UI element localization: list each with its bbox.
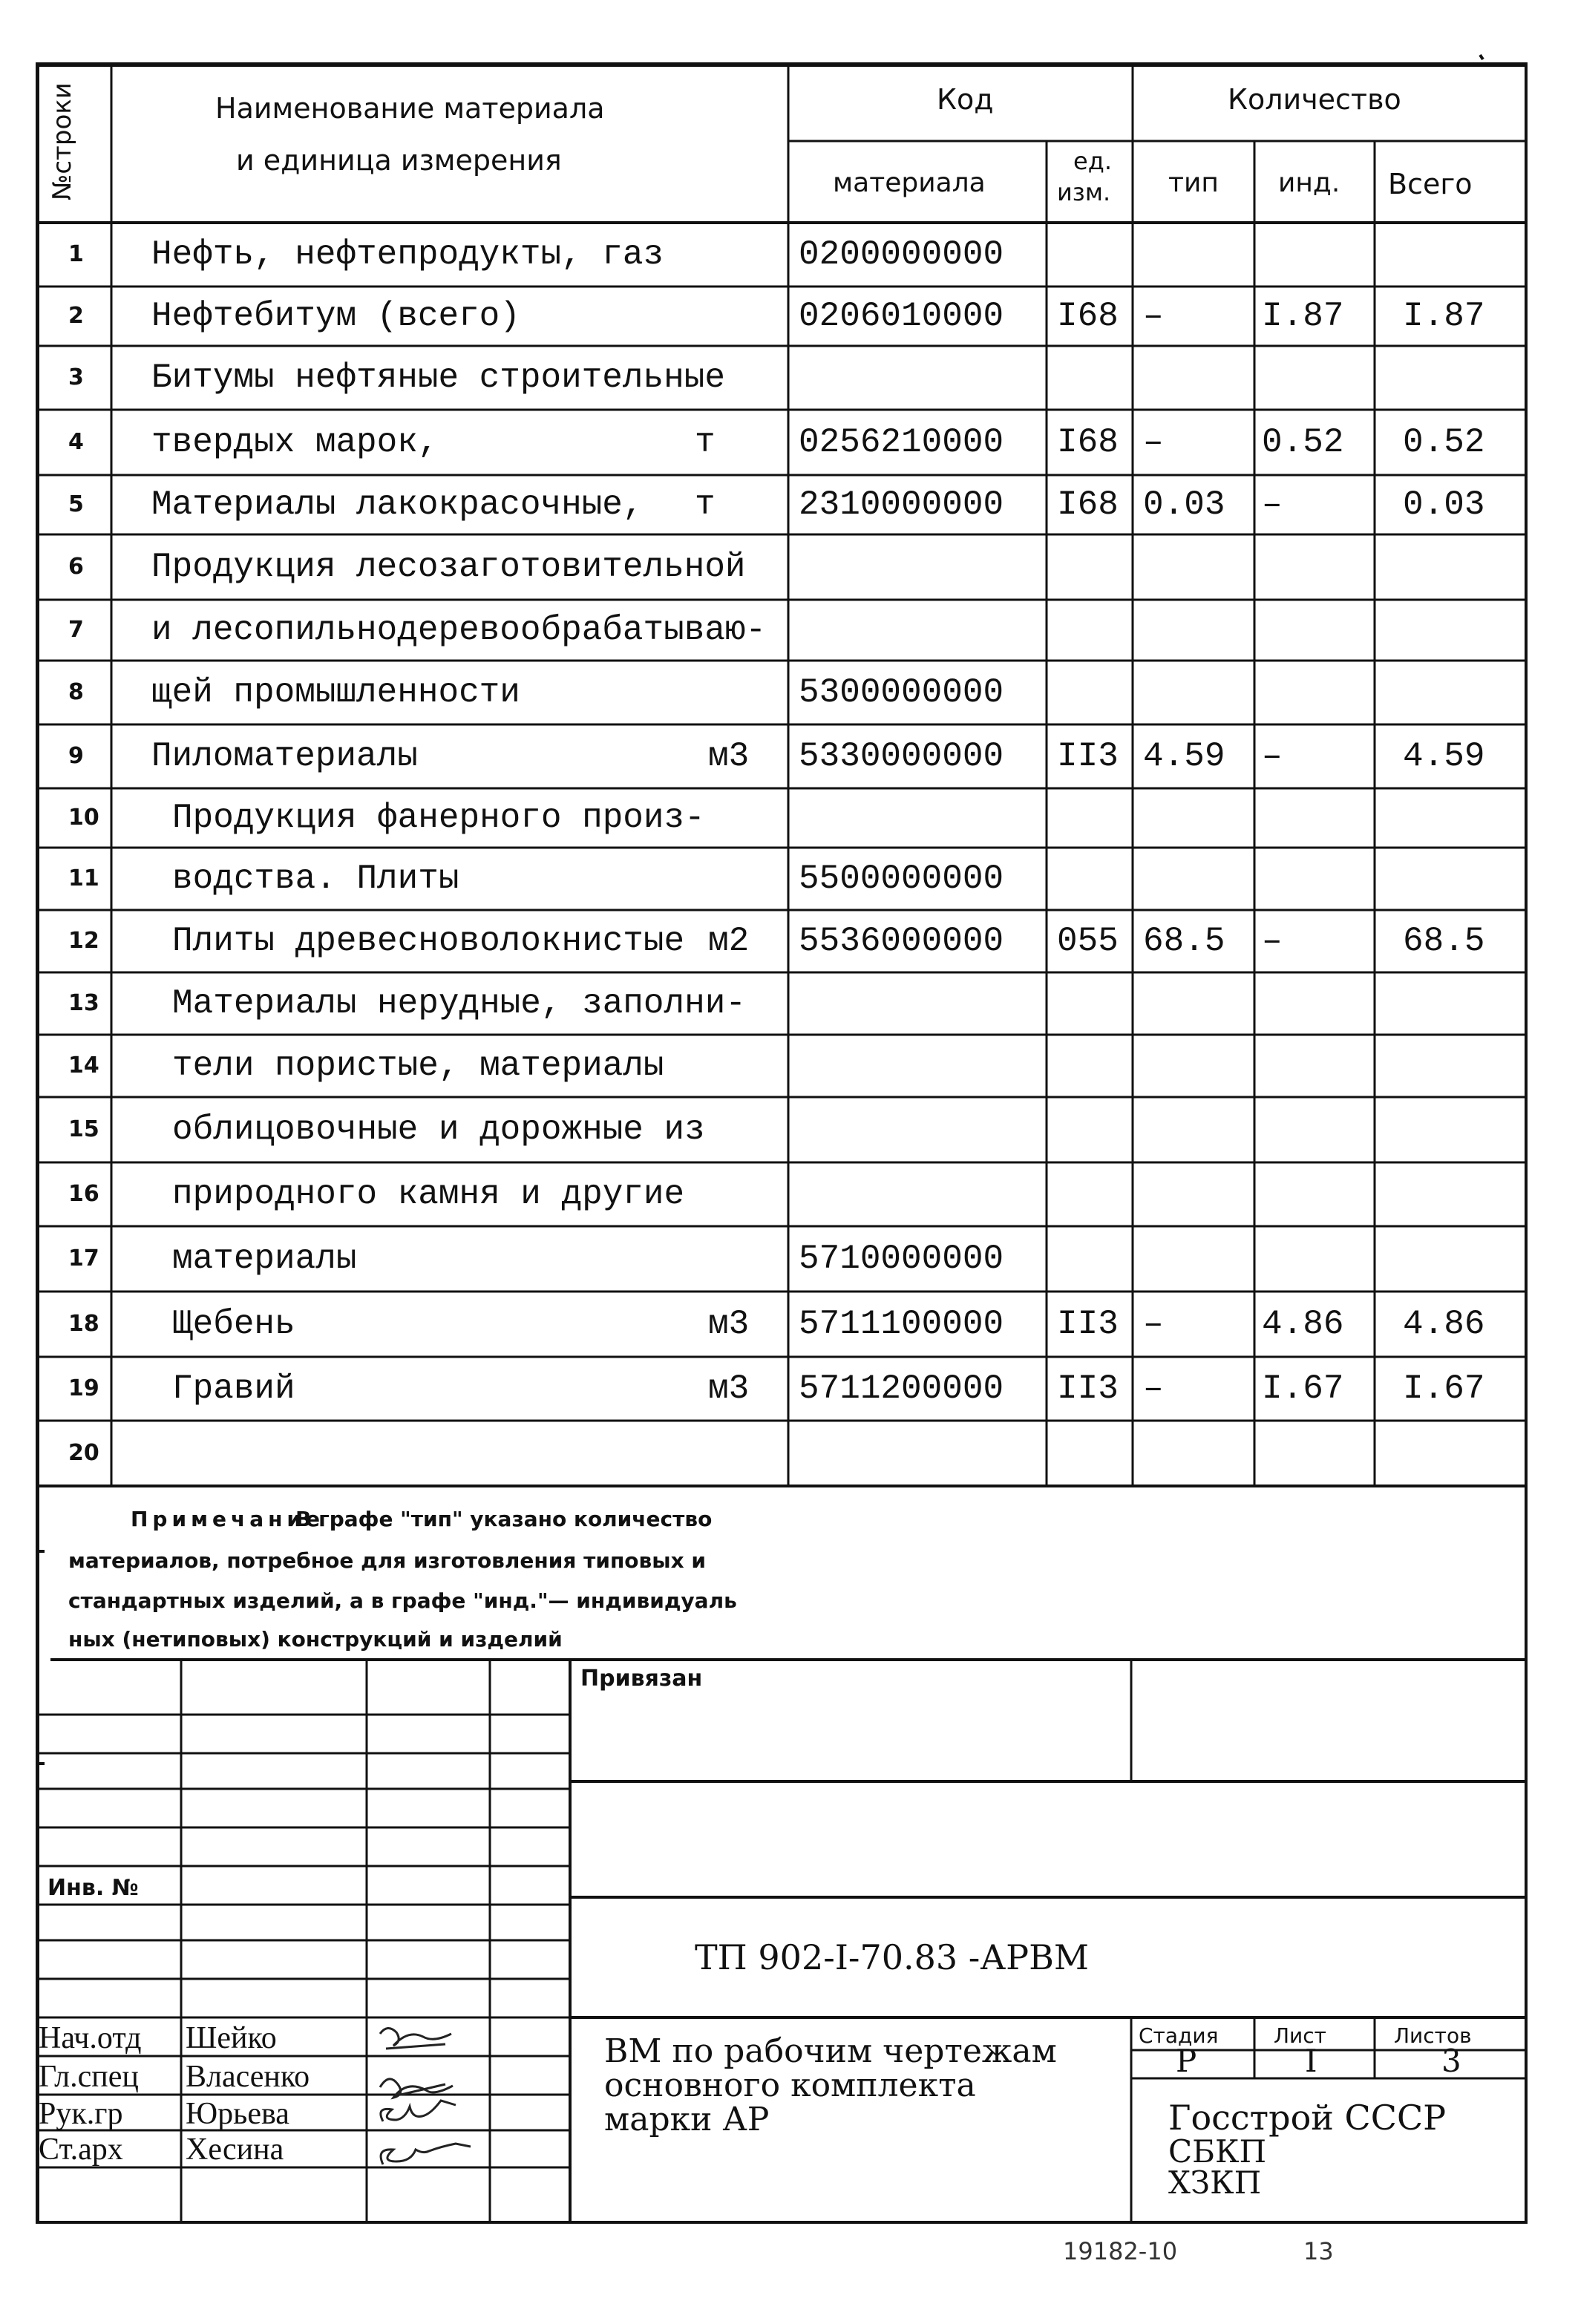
- row-qty-ind: I.67: [1262, 1369, 1344, 1408]
- row-number: 14: [68, 1053, 99, 1078]
- row-number: 12: [68, 928, 99, 954]
- row-code: 5710000000: [799, 1240, 1004, 1278]
- stamp-org-line1: Госстрой СССР: [1168, 2098, 1447, 2138]
- stamp-title-line2: основного комплекта: [604, 2066, 976, 2104]
- row-number: 2: [68, 303, 84, 329]
- row-material-name: водства. Плиты: [172, 860, 459, 898]
- header-code-material: материала: [833, 168, 986, 198]
- stamp-stage-label: Стадия: [1139, 2023, 1219, 2048]
- row-qty-total: 4.59: [1403, 737, 1485, 776]
- row-material-name: щей промышленности: [151, 673, 520, 712]
- stamp-role: Рук.гр: [39, 2097, 123, 2131]
- header-qty-type: тип: [1168, 168, 1219, 198]
- row-number: 7: [68, 617, 84, 643]
- signatures: [380, 2028, 471, 2164]
- row-qty-type: 4.59: [1143, 737, 1225, 776]
- stamp-role: Гл.спец: [39, 2060, 139, 2094]
- row-qty-total: 68.5: [1403, 922, 1485, 960]
- note-line1: В графе "тип" указано количество: [295, 1507, 713, 1531]
- row-material-name: Материалы лакокрасочные,: [151, 485, 644, 524]
- row-number: 16: [68, 1181, 99, 1207]
- row-material-name: Плиты древесноволокнистые: [172, 922, 685, 960]
- row-qty-total: 0.03: [1403, 485, 1485, 524]
- row-number: 11: [68, 865, 99, 891]
- row-unit-name: м3: [708, 1369, 750, 1408]
- row-code: 2310000000: [799, 485, 1004, 524]
- row-qty-type: 68.5: [1143, 922, 1225, 960]
- row-code: 0206010000: [799, 297, 1004, 335]
- row-code: 5500000000: [799, 860, 1004, 898]
- footer-page: 13: [1303, 2237, 1334, 2265]
- row-uom-code: I68: [1057, 485, 1119, 524]
- row-material-name: природного камня и другие: [172, 1175, 685, 1214]
- row-material-name: Щебень: [172, 1305, 295, 1343]
- row-qty-ind: –: [1262, 737, 1283, 776]
- row-number: 4: [68, 429, 84, 455]
- row-number: 5: [68, 491, 84, 517]
- row-material-name: Продукция фанерного произ-: [172, 799, 705, 837]
- stamp-title-line1: ВМ по рабочим чертежам: [604, 2032, 1057, 2070]
- stamp-privyazan: Привязан: [580, 1666, 703, 1692]
- row-uom-code: 055: [1057, 922, 1119, 960]
- row-number: 8: [68, 679, 84, 705]
- row-material-name: твердых марок,: [151, 423, 439, 462]
- stamp-org-line2: СБКП: [1168, 2133, 1267, 2170]
- row-number: 1: [68, 241, 84, 267]
- stamp-title-line3: марки АР: [604, 2101, 770, 2138]
- row-number: 6: [68, 554, 84, 580]
- stamp-sheets: 3: [1441, 2043, 1461, 2079]
- stamp-org-line3: ХЗКП: [1168, 2164, 1262, 2201]
- stamp-person-name: Хесина: [186, 2132, 284, 2167]
- row-uom-code: II3: [1057, 737, 1119, 776]
- stamp-person-name: Юрьева: [186, 2097, 289, 2131]
- row-qty-ind: 0.52: [1262, 423, 1344, 462]
- header-name-line1: Наименование материала: [215, 92, 605, 125]
- row-qty-total: I.67: [1403, 1369, 1485, 1408]
- row-qty-total: 4.86: [1403, 1305, 1485, 1343]
- row-material-name: Продукция лесозаготовительной: [151, 548, 746, 586]
- stamp-person-name: Шейко: [186, 2021, 277, 2055]
- note-line3: стандартных изделий, а в графе "инд."— индивидуаль: [68, 1588, 737, 1613]
- row-code: 5300000000: [799, 673, 1004, 712]
- row-number: 20: [68, 1440, 99, 1466]
- header-qty-total: Всего: [1388, 168, 1473, 200]
- row-number: 17: [68, 1246, 99, 1271]
- header-qty-ind: инд.: [1278, 168, 1340, 198]
- row-uom-code: II3: [1057, 1369, 1119, 1408]
- row-code: 0200000000: [799, 235, 1004, 274]
- stamp-person-name: Власенко: [186, 2060, 310, 2094]
- header-name-line2: и единица измерения: [236, 144, 562, 177]
- row-material-name: Гравий: [172, 1369, 295, 1408]
- row-qty-ind: –: [1262, 922, 1283, 960]
- row-material-name: Нефть, нефтепродукты, газ: [151, 235, 664, 274]
- header-row-number: №строки: [48, 82, 77, 200]
- row-unit-name: м2: [708, 922, 750, 960]
- row-material-name: Нефтебитум (всего): [151, 297, 520, 335]
- row-code: 5536000000: [799, 922, 1004, 960]
- stamp-sheet-label: Лист: [1274, 2023, 1326, 2048]
- row-qty-total: 0.52: [1403, 423, 1485, 462]
- stamp-sheets-label: Листов: [1394, 2023, 1472, 2048]
- row-number: 10: [68, 805, 99, 831]
- row-material-name: материалы: [172, 1240, 357, 1278]
- row-qty-total: I.87: [1403, 297, 1485, 335]
- row-number: 15: [68, 1116, 99, 1142]
- row-qty-type: 0.03: [1143, 485, 1225, 524]
- row-qty-type: –: [1143, 1369, 1164, 1408]
- row-material-name: тели пористые, материалы: [172, 1047, 664, 1085]
- row-qty-ind: –: [1262, 485, 1283, 524]
- row-material-name: Пиломатериалы: [151, 737, 418, 776]
- stamp-inv-no: Инв. №: [48, 1875, 139, 1901]
- stamp-doc-code: ТП 902-I-70.83 -АРВМ: [695, 1937, 1090, 1977]
- header-code: Код: [937, 83, 994, 116]
- row-number: 3: [68, 364, 84, 390]
- row-qty-type: –: [1143, 1305, 1164, 1343]
- stamp-stage: Р: [1176, 2043, 1197, 2079]
- row-number: 18: [68, 1311, 99, 1337]
- row-uom-code: I68: [1057, 423, 1119, 462]
- row-number: 9: [68, 743, 84, 769]
- note-label: Примечание: [131, 1507, 325, 1531]
- row-material-name: Битумы нефтяные строительные: [151, 359, 725, 397]
- row-code: 5330000000: [799, 737, 1004, 776]
- row-qty-type: –: [1143, 423, 1164, 462]
- row-qty-ind: I.87: [1262, 297, 1344, 335]
- note-line2: материалов, потребное для изготовления типовых и: [68, 1548, 706, 1573]
- row-material-name: и лесопильнодеревообрабатываю-: [151, 611, 767, 649]
- row-number: 13: [68, 990, 99, 1016]
- row-unit-name: т: [695, 423, 716, 462]
- stamp-role: Нач.отд: [39, 2021, 142, 2055]
- row-code: 5711100000: [799, 1305, 1004, 1343]
- header-unit-line2: изм.: [1057, 178, 1111, 206]
- row-material-name: облицовочные и дорожные из: [172, 1110, 705, 1149]
- row-uom-code: II3: [1057, 1305, 1119, 1343]
- header-quantity: Количество: [1228, 83, 1401, 116]
- row-material-name: Материалы нерудные, заполни-: [172, 984, 746, 1023]
- stamp-role: Ст.арх: [39, 2132, 123, 2167]
- row-number: 19: [68, 1375, 99, 1401]
- row-unit-name: м3: [708, 1305, 750, 1343]
- row-code: 0256210000: [799, 423, 1004, 462]
- header-unit-line1: ед.: [1073, 147, 1112, 175]
- note-line4: ных (нетиповых) конструкций и изделий: [68, 1627, 563, 1652]
- row-unit-name: т: [695, 485, 716, 524]
- footer-number: 19182-10: [1063, 2237, 1178, 2265]
- row-uom-code: I68: [1057, 297, 1119, 335]
- row-unit-name: м3: [708, 737, 750, 776]
- stamp-sheet: I: [1305, 2043, 1317, 2079]
- row-code: 5711200000: [799, 1369, 1004, 1408]
- row-qty-ind: 4.86: [1262, 1305, 1344, 1343]
- row-qty-type: –: [1143, 297, 1164, 335]
